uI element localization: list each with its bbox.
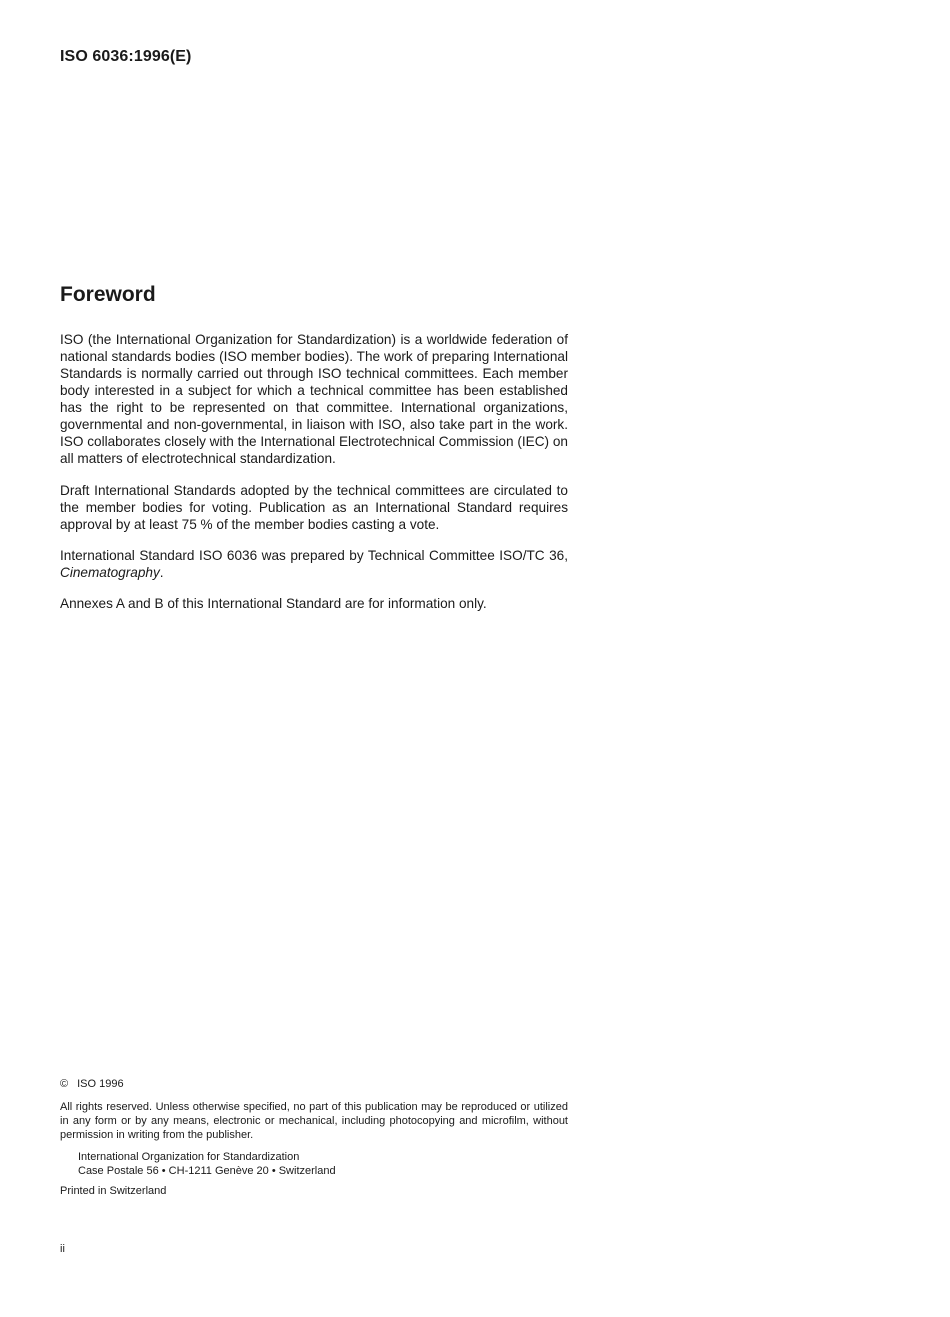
publisher-postal: Case Postale 56 • CH-1211 Genève 20 • Switzerland xyxy=(78,1165,336,1177)
foreword-paragraph-4: Annexes A and B of this International Standard are for information only. xyxy=(60,596,487,611)
page-number: ii xyxy=(60,1243,65,1255)
publisher-address xyxy=(78,1150,568,1178)
publisher-name: International Organization for Standardization xyxy=(78,1151,300,1163)
printed-in: Printed in Switzerland xyxy=(60,1185,167,1197)
copyright-block xyxy=(60,1077,568,1198)
rights-statement: All rights reserved. Unless otherwise specified, no part of this publication may be reproduced or utilized in any form or by any means, electronic or mechanical, including photocopying and microfilm, without permission in writing from the publisher. xyxy=(60,1101,568,1141)
copyright-year: ISO 1996 xyxy=(77,1078,124,1090)
foreword-paragraph-3 xyxy=(60,547,568,581)
foreword-body xyxy=(60,331,568,627)
foreword-paragraph-2: Draft International Standards adopted by the technical committees are circulated to the member bodies for voting. Publication as an International Standard requires approval by at least 75 % of the member bodies casting a vote. xyxy=(60,483,568,532)
document-identifier: ISO 6036:1996(E) xyxy=(60,48,192,65)
foreword-paragraph-1: ISO (the International Organization for Standardization) is a worldwide federation of national standards bodies (ISO member bodies). The work of preparing International Standards is normally carried out through ISO technical committees. Each member body interested in a subject for which a technical committee has been established has the right to be represented on that committee. International organizations, governmental and non-governmental, in liaison with ISO, also take part in the work. ISO collaborates closely with the International Electrotechnical Commission (IEC) on all matters of electrotechnical standardization. xyxy=(60,332,568,466)
page-title: Foreword xyxy=(60,283,156,306)
paragraph-3-end: . xyxy=(159,565,164,580)
committee-title: Cinematography xyxy=(60,565,160,580)
copyright-icon: © xyxy=(60,1078,69,1090)
copyright-notice xyxy=(60,1077,568,1091)
paragraph-3-text: International Standard ISO 6036 was prepared by Technical Committee ISO/TC 36, xyxy=(60,548,568,563)
